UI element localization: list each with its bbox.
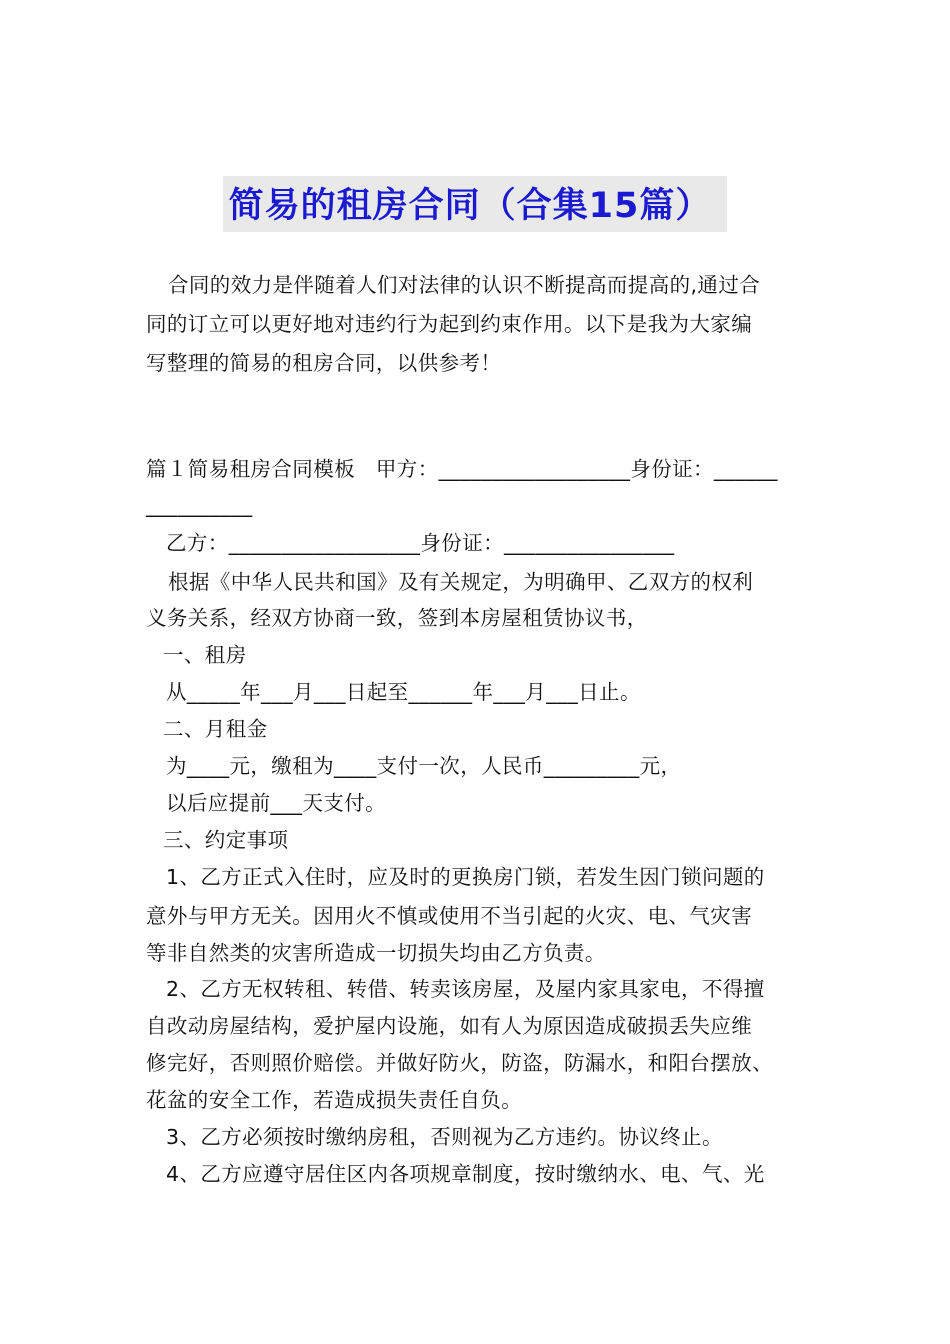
- paragraph-line: 修完好，否则照价赔偿。并做好防火，防盗，防漏水，和阳台摆放、: [146, 1051, 773, 1075]
- paragraph-line: __________: [146, 493, 253, 517]
- paragraph-line: 意外与甲方无关。因用火不慎或使用不当引起的火灾、电、气灾害: [146, 904, 753, 928]
- paragraph-line: 乙方：__________________身份证：________________: [166, 531, 675, 555]
- paragraph-line: 1、乙方正式入住时，应及时的更换房门锁，若发生因门锁问题的: [166, 865, 765, 889]
- paragraph-line: 4、乙方应遵守居住区内各项规章制度，按时缴纳水、电、气、光: [166, 1162, 765, 1186]
- paragraph-line: 花盆的安全工作，若造成损失责任自负。: [146, 1088, 523, 1112]
- paragraph-line: 合同的效力是伴随着人们对法律的认识不断提高而提高的,通过合: [168, 273, 761, 297]
- paragraph-line: 3、乙方必须按时缴纳房租，否则视为乙方违约。协议终止。: [166, 1125, 723, 1149]
- paragraph-line: 义务关系，经双方协商一致，签到本房屋租赁协议书，: [146, 606, 648, 630]
- paragraph-line: 根据《中华人民共和国》及有关规定，为明确甲、乙双方的权利: [168, 570, 754, 594]
- title-container: [0, 176, 950, 232]
- paragraph-line: 为____元，缴租为____支付一次，人民币_________元，: [166, 754, 682, 778]
- paragraph-line: 从_____年___月___日起至______年___月___日止。: [166, 680, 641, 704]
- paragraph-line: 三、约定事项: [163, 828, 289, 852]
- document-title: 简易的租房合同（合集15篇）: [223, 176, 728, 232]
- paragraph-line: 二、月租金: [163, 717, 268, 741]
- paragraph-line: 一、租房: [163, 643, 247, 667]
- paragraph-line: 自改动房屋结构，爱护屋内设施，如有人为原因造成破损丢失应维: [146, 1014, 753, 1038]
- paragraph-line: 写整理的简易的租房合同，以供参考！: [146, 351, 502, 375]
- paragraph-line: 2、乙方无权转租、转借、转卖该房屋，及屋内家具家电，不得擅: [166, 977, 765, 1001]
- paragraph-line: 等非自然类的灾害所造成一切损失均由乙方负责。: [146, 941, 606, 965]
- paragraph-line: 篇１简易租房合同模板 甲方：__________________身份证：______: [146, 457, 778, 481]
- paragraph-line: 以后应提前___天支付。: [166, 791, 387, 815]
- paragraph-line: 同的订立可以更好地对违约行为起到约束作用。以下是我为大家编: [146, 312, 753, 336]
